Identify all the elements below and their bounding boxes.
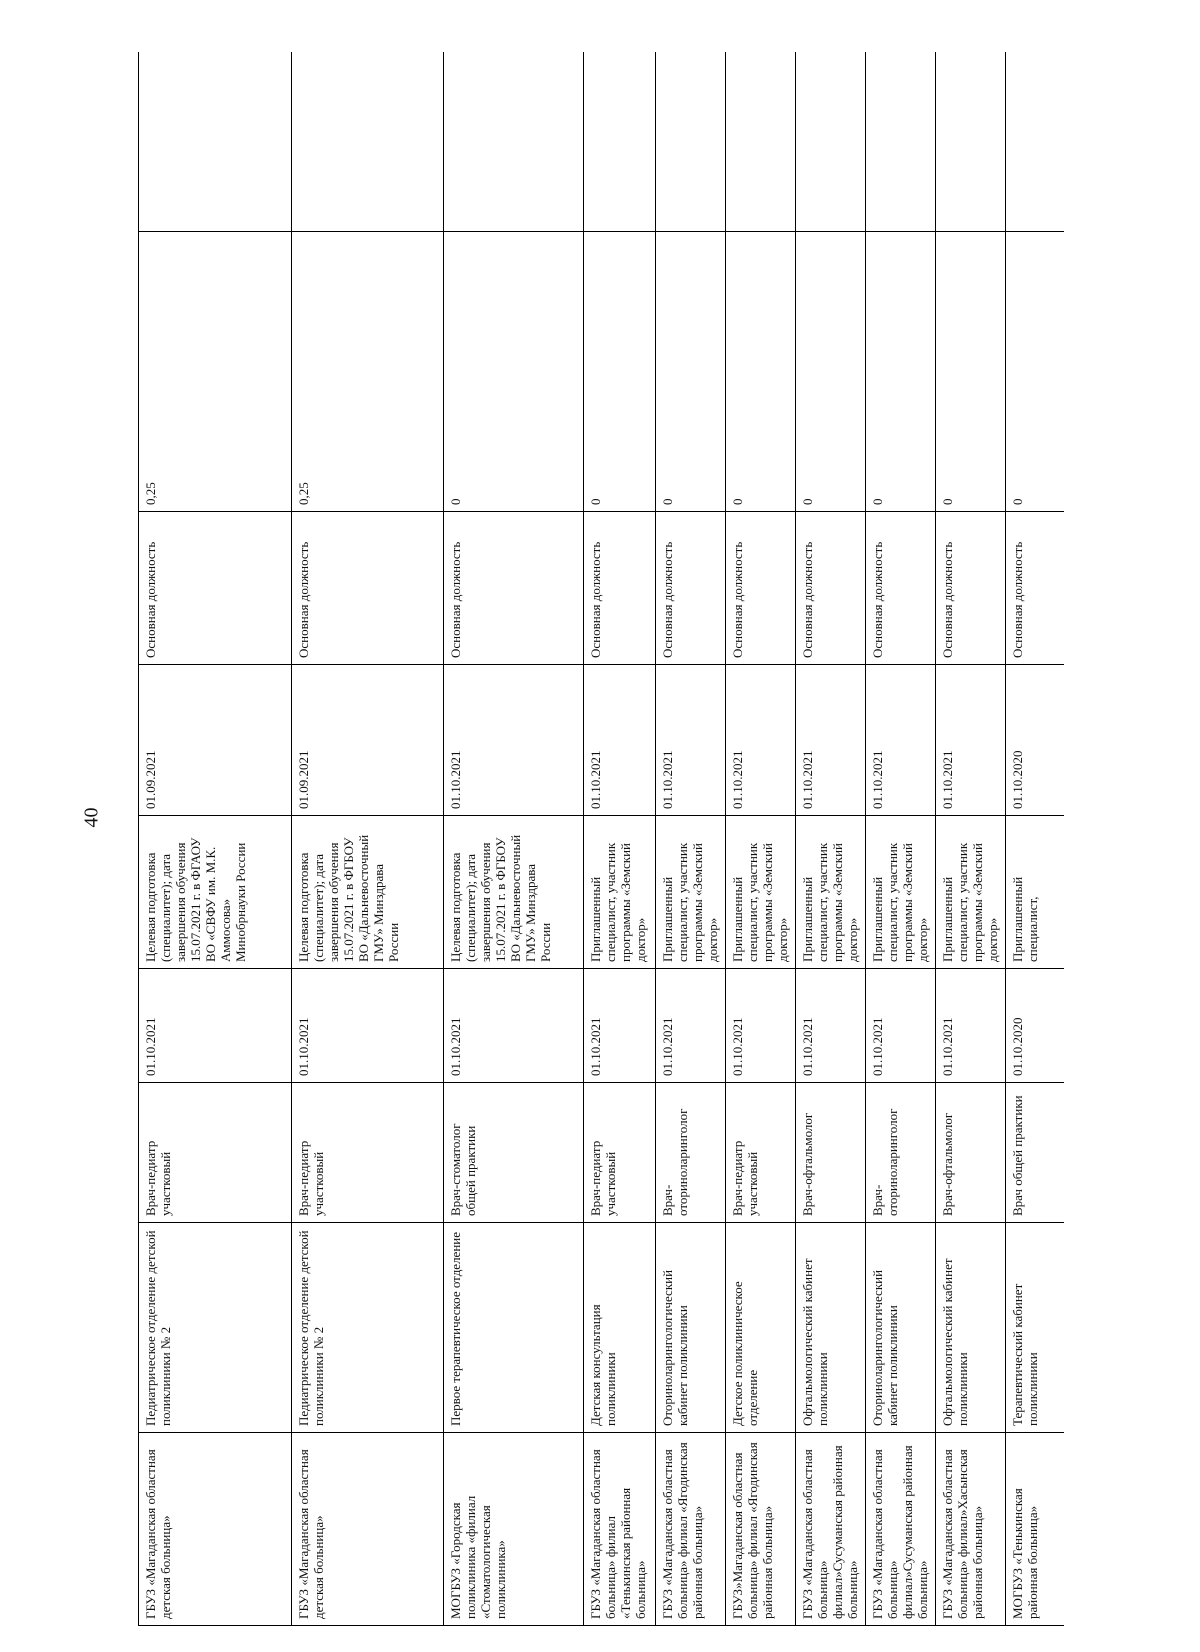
- start-date-cell: 01.10.2021: [139, 969, 292, 1083]
- unit-cell: Офтальмологический кабинет поликлиники: [936, 1223, 1006, 1433]
- job-type-cell: Основная должность: [796, 512, 866, 665]
- table-row: [444, 53, 584, 1626]
- vacancy-table: [138, 53, 1064, 1627]
- rate-cell: 0: [584, 232, 656, 512]
- basis-cell: Приглашенный специалист, участник программы «Земский доктор»: [584, 816, 656, 969]
- table-row: [936, 53, 1006, 1626]
- org-cell: МОГБУЗ «Городская поликлиника «филиал «Стоматологическая поликлиника»: [444, 1433, 584, 1626]
- table-row: [726, 53, 796, 1626]
- page-number: 40: [80, 807, 103, 828]
- blank-cell: [866, 53, 936, 232]
- rate-cell: 0,25: [292, 232, 444, 512]
- basis-cell: Целевая подготовка (специалитет); дата завершения обучения 15.07.2021 г. в ФГАОУ ВО «СВФУ им. М.К. Аммосова» Минобрнауки России: [139, 816, 292, 969]
- hire-date-cell: 01.10.2020: [1006, 665, 1064, 816]
- unit-cell: Педиатрическое отделение детской поликлиники № 2: [292, 1223, 444, 1433]
- hire-date-cell: 01.10.2021: [936, 665, 1006, 816]
- unit-cell: Оториноларингологический кабинет поликлиники: [656, 1223, 726, 1433]
- rate-cell: 0: [1006, 232, 1064, 512]
- hire-date-cell: 01.09.2021: [292, 665, 444, 816]
- job-type-cell: Основная должность: [726, 512, 796, 665]
- job-type-cell: Основная должность: [656, 512, 726, 665]
- org-cell: МОГБУЗ «Тенькинская районная больница»: [1006, 1433, 1064, 1626]
- start-date-cell: 01.10.2020: [1006, 969, 1064, 1083]
- rate-cell: 0: [444, 232, 584, 512]
- org-cell: ГБУЗ «Магаданская областная детская больница»: [292, 1433, 444, 1626]
- table-row: [796, 53, 866, 1626]
- table-row: [139, 53, 292, 1626]
- position-cell: Врач-офтальмолог: [796, 1083, 866, 1223]
- unit-cell: Офтальмологический кабинет поликлиники: [796, 1223, 866, 1433]
- blank-cell: [1006, 53, 1064, 232]
- org-cell: ГБУЗ «Магаданская областная больница» филиал «Тенькинская районная больница»: [584, 1433, 656, 1626]
- blank-cell: [796, 53, 866, 232]
- start-date-cell: 01.10.2021: [584, 969, 656, 1083]
- rate-cell: 0: [656, 232, 726, 512]
- hire-date-cell: 01.10.2021: [584, 665, 656, 816]
- job-type-cell: Основная должность: [1006, 512, 1064, 665]
- start-date-cell: 01.10.2021: [292, 969, 444, 1083]
- hire-date-cell: 01.09.2021: [139, 665, 292, 816]
- unit-cell: Педиатрическое отделение детской поликлиники № 2: [139, 1223, 292, 1433]
- position-cell: Врач-оториноларинголог: [656, 1083, 726, 1223]
- hire-date-cell: 01.10.2021: [726, 665, 796, 816]
- position-cell: Врач-педиатр участковый: [584, 1083, 656, 1223]
- basis-cell: Целевая подготовка (специалитет); дата завершения обучения 15.07.2021 г. в ФГБОУ ВО «Дальневосточный ГМУ» Минздрава России: [292, 816, 444, 969]
- unit-cell: Оториноларингологический кабинет поликлиники: [866, 1223, 936, 1433]
- org-cell: ГБУЗ «Магаданская областная больница» филиал»Сусуманская районная больница»: [866, 1433, 936, 1626]
- rate-cell: 0: [866, 232, 936, 512]
- rate-cell: 0: [936, 232, 1006, 512]
- job-type-cell: Основная должность: [139, 512, 292, 665]
- start-date-cell: 01.10.2021: [656, 969, 726, 1083]
- rate-cell: 0,25: [139, 232, 292, 512]
- rate-cell: 0: [796, 232, 866, 512]
- position-cell: Врач-педиатр участковый: [726, 1083, 796, 1223]
- job-type-cell: Основная должность: [936, 512, 1006, 665]
- rotated-page: [138, 53, 1076, 1626]
- org-cell: ГБУЗ «Магаданская областная детская больница»: [139, 1433, 292, 1626]
- unit-cell: Первое терапевтическое отделение: [444, 1223, 584, 1433]
- org-cell: ГБУЗ «Магаданская областная больница» филиал «Ягодинская районная больница»: [656, 1433, 726, 1626]
- start-date-cell: 01.10.2021: [936, 969, 1006, 1083]
- basis-cell: Приглашенный специалист, участник программы «Земский доктор»: [796, 816, 866, 969]
- table-row: [1006, 53, 1064, 1626]
- position-cell: Врач общей практики: [1006, 1083, 1064, 1223]
- table-row: [292, 53, 444, 1626]
- table-row: [584, 53, 656, 1626]
- position-cell: Врач-офтальмолог: [936, 1083, 1006, 1223]
- blank-cell: [292, 53, 444, 232]
- org-cell: ГБУЗ «Магаданская областная больница» филиал»Хасынская районная больница»: [936, 1433, 1006, 1626]
- table-row: [866, 53, 936, 1626]
- unit-cell: Терапевтический кабинет поликлиники: [1006, 1223, 1064, 1433]
- blank-cell: [444, 53, 584, 232]
- position-cell: Врач-педиатр участковый: [139, 1083, 292, 1223]
- table-row: [656, 53, 726, 1626]
- start-date-cell: 01.10.2021: [726, 969, 796, 1083]
- job-type-cell: Основная должность: [584, 512, 656, 665]
- org-cell: ГБУЗ «Магаданская областная больница» филиал»Сусуманская районная больница»: [796, 1433, 866, 1626]
- basis-cell: Приглашенный специалист, участник программы «Земский доктор»: [936, 816, 1006, 969]
- basis-cell: Приглашенный специалист, участник программы «Земский доктор»: [726, 816, 796, 969]
- blank-cell: [584, 53, 656, 232]
- job-type-cell: Основная должность: [292, 512, 444, 665]
- hire-date-cell: 01.10.2021: [656, 665, 726, 816]
- blank-cell: [936, 53, 1006, 232]
- start-date-cell: 01.10.2021: [796, 969, 866, 1083]
- basis-cell: Целевая подготовка (специалитет); дата завершения обучения 15.07.2021 г. в ФГБОУ ВО «Дальневосточный ГМУ» Минздрава России: [444, 816, 584, 969]
- start-date-cell: 01.10.2021: [866, 969, 936, 1083]
- unit-cell: Детская консультация поликлиники: [584, 1223, 656, 1433]
- start-date-cell: 01.10.2021: [444, 969, 584, 1083]
- blank-cell: [656, 53, 726, 232]
- hire-date-cell: 01.10.2021: [796, 665, 866, 816]
- hire-date-cell: 01.10.2021: [444, 665, 584, 816]
- position-cell: Врач-педиатр участковый: [292, 1083, 444, 1223]
- hire-date-cell: 01.10.2021: [866, 665, 936, 816]
- rate-cell: 0: [726, 232, 796, 512]
- blank-cell: [139, 53, 292, 232]
- job-type-cell: Основная должность: [444, 512, 584, 665]
- org-cell: ГБУЗ»Магаданская областная больница» филиал «Ягодинская районная больница»: [726, 1433, 796, 1626]
- unit-cell: Детское поликлиническое отделение: [726, 1223, 796, 1433]
- position-cell: Врач-оториноларинголог: [866, 1083, 936, 1223]
- basis-cell: Приглашенный специалист, участник программы «Земский доктор»: [656, 816, 726, 969]
- position-cell: Врач-стоматолог общей практики: [444, 1083, 584, 1223]
- basis-cell: Приглашенный специалист, участник программы «Земский доктор»: [866, 816, 936, 969]
- blank-cell: [726, 53, 796, 232]
- job-type-cell: Основная должность: [866, 512, 936, 665]
- basis-cell: Приглашенный специалист,: [1006, 816, 1064, 969]
